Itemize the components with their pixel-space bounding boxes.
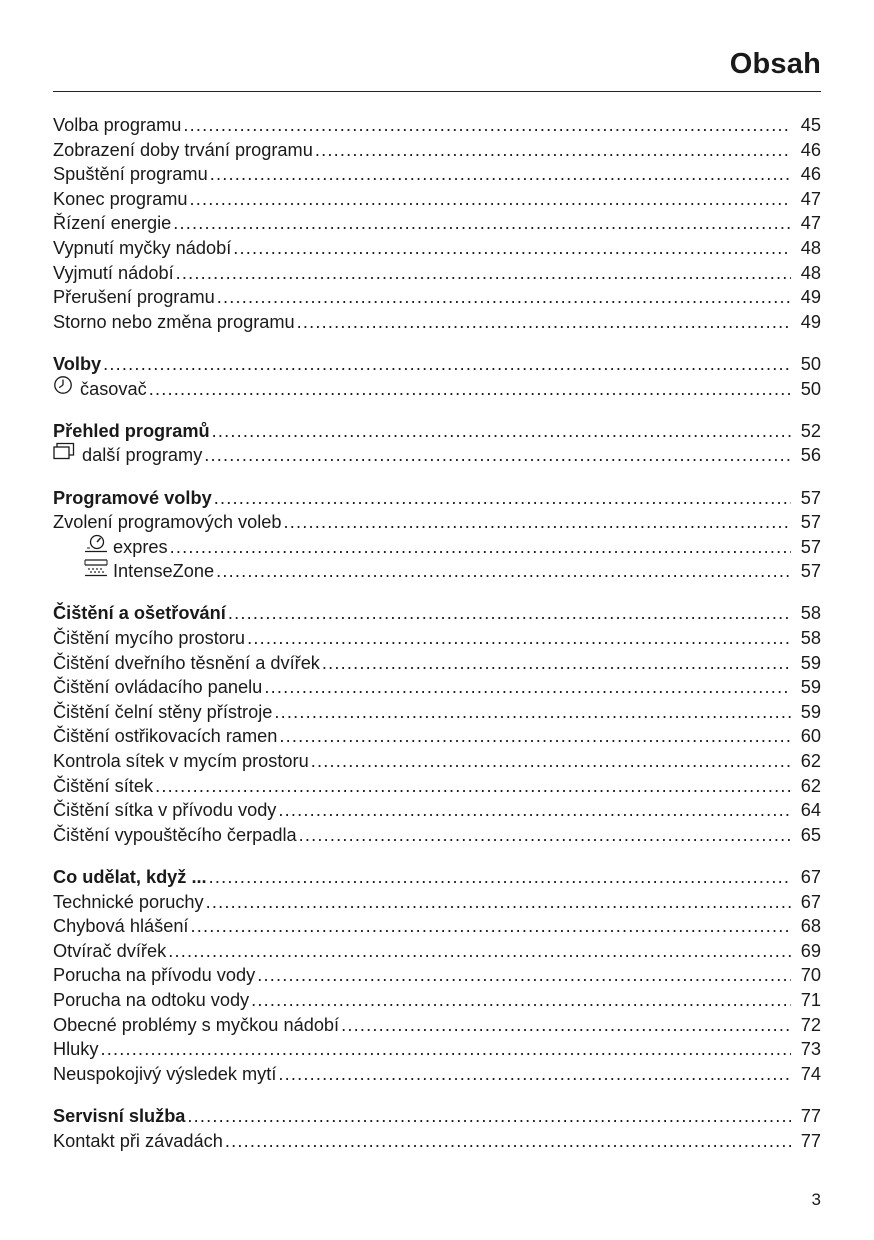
toc-entry-label: Čištění vypouštěcího čerpadla [53,824,297,845]
dot-leader [217,285,791,310]
dot-leader [168,939,791,964]
toc-entry-label: Volby [53,353,102,374]
toc-section-heading[interactable] [53,601,821,626]
toc-entry-label: další programy [82,445,203,466]
toc-entry[interactable] [53,138,821,163]
toc-entry[interactable] [53,310,821,335]
toc-group-program-operation [53,113,821,334]
dot-leader [315,138,791,163]
toc-entry-page: 71 [800,989,821,1010]
toc-section-heading[interactable] [53,1104,821,1129]
toc-entry-label: Čištění mycího prostoru [53,628,246,649]
toc-entry[interactable] [53,724,821,749]
toc-entry-label: Technické poruchy [53,891,204,912]
toc-entry-page: 47 [800,188,821,209]
toc-group-troubleshooting [53,865,821,1086]
toc-entry-page: 46 [800,139,821,160]
dot-leader [183,113,791,138]
intensezone-icon [84,557,108,584]
toc-entry-page: 49 [800,287,821,308]
toc-entry-label: Vypnutí myčky nádobí [53,237,232,258]
express-icon [84,533,108,560]
dot-leader [278,1062,791,1087]
more-programs-icon [53,442,75,467]
toc-entry-label: Čištění sítek [53,775,154,796]
toc-entry-page: 48 [800,237,821,258]
toc-entry-label: Servisní služba [53,1105,186,1126]
toc-group-service [53,1104,821,1153]
toc-entry-page: 57 [800,536,821,557]
toc-entry[interactable] [53,187,821,212]
toc-entry-label: Vyjmutí nádobí [53,262,174,283]
toc-entry-page: 50 [800,353,821,374]
page-title: Obsah [729,48,821,80]
dot-leader [187,1104,791,1129]
dot-leader [247,626,791,651]
dot-leader [283,510,791,535]
toc-group-program-options [53,486,821,584]
toc-entry-page: 67 [800,891,821,912]
dot-leader [278,798,791,823]
toc-section-heading[interactable] [53,419,821,444]
dot-leader [322,651,791,676]
toc-entry[interactable] [53,443,821,468]
toc-entry-label: Kontakt při závadách [53,1130,223,1151]
dot-leader [251,988,791,1013]
toc-entry-label: Programové volby [53,487,212,508]
dot-leader [204,443,791,468]
dot-leader [299,823,791,848]
toc-entry-page: 45 [800,115,821,135]
toc-entry-label: Chybová hlášení [53,916,189,937]
toc-entry-label: Spuštění programu [53,164,208,185]
toc-entry-page: 77 [800,1130,821,1151]
toc-entry-page: 77 [800,1105,821,1126]
toc-entry-page: 48 [800,262,821,283]
toc-section-heading[interactable] [53,865,821,890]
dot-leader [206,890,791,915]
dot-leader [341,1013,791,1038]
toc-entry[interactable] [53,823,821,848]
toc-entry-label: Kontrola sítek v mycím prostoru [53,751,309,772]
dot-leader [279,724,791,749]
toc-section-heading[interactable] [53,352,821,377]
toc-entry-page: 47 [800,213,821,234]
toc-entry-page: 69 [800,940,821,961]
toc-entry[interactable] [53,626,821,651]
toc-entry-page: 62 [800,751,821,772]
toc-entry-label: Storno nebo změna programu [53,311,295,332]
toc-entry[interactable] [53,113,821,138]
toc-entry[interactable] [53,535,821,560]
toc-entry-page: 70 [800,965,821,986]
toc-entry-label: Čištění dveřního těsnění a dvířek [53,652,320,673]
toc-entry-label: Konec programu [53,188,188,209]
table-of-contents [53,113,821,1171]
toc-section-heading[interactable] [53,486,821,511]
toc-entry[interactable] [53,162,821,187]
toc-entry-page: 56 [800,445,821,466]
toc-entry-label: Čištění ovládacího panelu [53,677,263,698]
toc-entry-label: Obecné problémy s myčkou nádobí [53,1014,340,1035]
toc-entry-page: 65 [800,824,821,845]
title-divider [53,91,821,92]
dot-leader [297,310,791,335]
toc-entry[interactable] [53,1062,821,1087]
toc-entry-page: 59 [800,677,821,698]
toc-entry-page: 57 [800,512,821,533]
dot-leader [100,1037,791,1062]
toc-entry-page: 74 [800,1063,821,1084]
toc-entry-page: 73 [800,1039,821,1060]
dot-leader [228,601,791,626]
dot-leader [257,963,791,988]
toc-entry[interactable] [53,675,821,700]
toc-entry-label: Přehled programů [53,420,210,441]
dot-leader [176,261,791,286]
toc-entry-page: 57 [800,487,821,508]
toc-entry-page: 62 [800,775,821,796]
toc-entry[interactable] [53,700,821,725]
toc-entry-page: 49 [800,311,821,332]
toc-entry-label: Porucha na odtoku vody [53,989,250,1010]
toc-entry-label: Zobrazení doby trvání programu [53,139,313,160]
dot-leader [274,700,791,725]
toc-entry-label: Hluky [53,1039,99,1060]
toc-entry-page: 50 [800,378,821,399]
toc-entry-page: 64 [800,800,821,821]
dot-leader [103,352,791,377]
toc-entry-page: 57 [800,561,821,582]
toc-entry-label: Přerušení programu [53,287,215,308]
toc-entry-page: 52 [800,420,821,441]
toc-entry[interactable] [53,285,821,310]
toc-entry[interactable] [53,651,821,676]
toc-entry-page: 59 [800,701,821,722]
toc-group-cleaning-care [53,601,821,847]
toc-entry[interactable] [53,939,821,964]
dot-leader [189,187,791,212]
toc-entry-label: Čištění a ošetřování [53,603,226,624]
toc-entry[interactable] [53,1129,821,1154]
toc-entry-page: 67 [800,867,821,887]
toc-entry[interactable] [53,798,821,823]
toc-entry[interactable] [53,261,821,286]
toc-entry-page: 58 [800,628,821,649]
toc-entry-page: 60 [800,726,821,747]
dot-leader [212,419,791,444]
toc-entry-label: Zvolení programových voleb [53,512,282,533]
toc-entry[interactable] [53,988,821,1013]
toc-group-program-overview [53,419,821,468]
toc-entry-label: IntenseZone [113,561,215,582]
dot-leader [155,774,791,799]
toc-entry-label: expres [113,536,168,557]
toc-entry-page: 46 [800,164,821,185]
toc-entry-label: Volba programu [53,115,182,135]
toc-entry[interactable] [53,510,821,535]
dot-leader [209,865,791,890]
toc-entry[interactable] [53,211,821,236]
toc-entry[interactable] [53,963,821,988]
toc-entry[interactable] [53,377,821,402]
dot-leader [173,211,791,236]
toc-entry-page: 68 [800,916,821,937]
toc-entry-label: Čištění čelní stěny přístroje [53,701,273,722]
dot-leader [214,486,791,511]
dot-leader [311,749,791,774]
toc-entry-page: 58 [800,603,821,624]
toc-entry-page: 59 [800,652,821,673]
clock-icon [53,375,73,402]
toc-entry[interactable] [53,1037,821,1062]
dot-leader [216,559,791,584]
toc-entry[interactable] [53,1013,821,1038]
toc-entry[interactable] [53,236,821,261]
dot-leader [233,236,791,261]
toc-entry-label: Porucha na přívodu vody [53,965,256,986]
toc-entry[interactable] [53,890,821,915]
dot-leader [190,914,791,939]
toc-entry-label: Co udělat, když ... [53,867,207,887]
dot-leader [210,162,791,187]
toc-entry[interactable] [53,914,821,939]
dot-leader [149,377,791,402]
toc-entry[interactable] [53,559,821,584]
toc-entry[interactable] [53,774,821,799]
toc-entry[interactable] [53,749,821,774]
dot-leader [225,1129,791,1154]
dot-leader [264,675,791,700]
toc-entry-label: Čištění sítka v přívodu vody [53,800,277,821]
toc-group-options [53,352,821,401]
toc-entry-label: Čištění ostřikovacích ramen [53,726,278,747]
dot-leader [170,535,791,560]
toc-entry-label: Řízení energie [53,213,172,234]
toc-entry-label: Neuspokojivý výsledek mytí [53,1063,277,1084]
toc-entry-page: 72 [800,1014,821,1035]
toc-entry-label: časovač [80,378,147,399]
toc-entry-label: Otvírač dvířek [53,940,167,961]
page-number: 3 [811,1190,821,1209]
